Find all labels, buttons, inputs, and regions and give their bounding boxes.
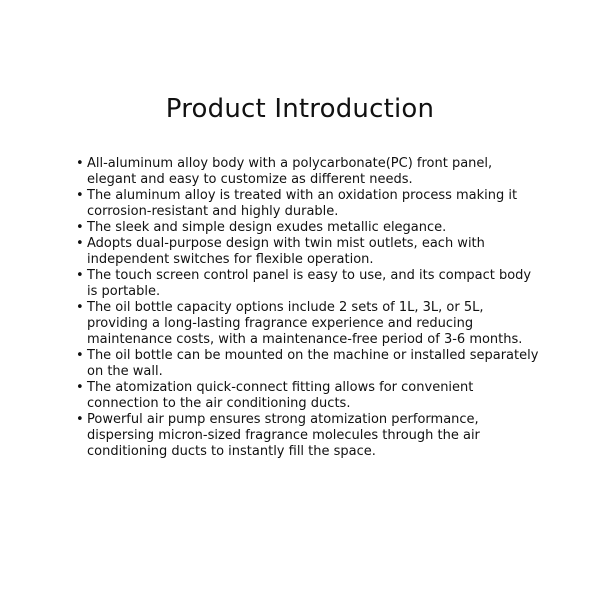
feature-list (76, 156, 544, 460)
list-item (76, 380, 544, 412)
list-item-text: Adopts dual-purpose design with twin mist outlets, each with independent switches for flexible operation. (87, 236, 485, 267)
list-item-text: The oil bottle capacity options include 2 sets of 1L, 3L, or 5L, providing a long-lasting fragrance experience and reducing maintenance costs, with a maintenance-free period of 3-6 months. (87, 300, 523, 347)
list-item (76, 412, 544, 460)
list-item (76, 220, 544, 236)
page-title: Product Introduction (165, 94, 435, 124)
bullet-icon: • (76, 300, 84, 315)
list-item (76, 156, 544, 188)
bullet-icon: • (76, 268, 84, 283)
list-item-text: All-aluminum alloy body with a polycarbonate(PC) front panel, elegant and easy to customize as different needs. (87, 156, 493, 187)
list-item (76, 268, 544, 300)
bullet-icon: • (76, 236, 84, 251)
list-item-text: The atomization quick-connect fitting allows for convenient connection to the air conditioning ducts. (87, 380, 474, 411)
bullet-icon: • (76, 380, 84, 395)
list-item-text: The sleek and simple design exudes metallic elegance. (87, 220, 447, 235)
bullet-icon: • (76, 156, 84, 171)
bullet-icon: • (76, 188, 84, 203)
list-item (76, 348, 544, 380)
list-item-text: The oil bottle can be mounted on the machine or installed separately on the wall. (87, 348, 539, 379)
list-item-text: The touch screen control panel is easy to use, and its compact body is portable. (87, 268, 532, 299)
list-item-text: Powerful air pump ensures strong atomization performance, dispersing micron-sized fragrance molecules through the air conditioning ducts to instantly fill the space. (87, 412, 480, 459)
list-item (76, 236, 544, 268)
list-item-text: The aluminum alloy is treated with an oxidation process making it corrosion-resistant and highly durable. (87, 188, 518, 219)
list-item (76, 300, 544, 348)
bullet-icon: • (76, 412, 84, 427)
list-item (76, 188, 544, 220)
bullet-icon: • (76, 220, 84, 235)
bullet-icon: • (76, 348, 84, 363)
